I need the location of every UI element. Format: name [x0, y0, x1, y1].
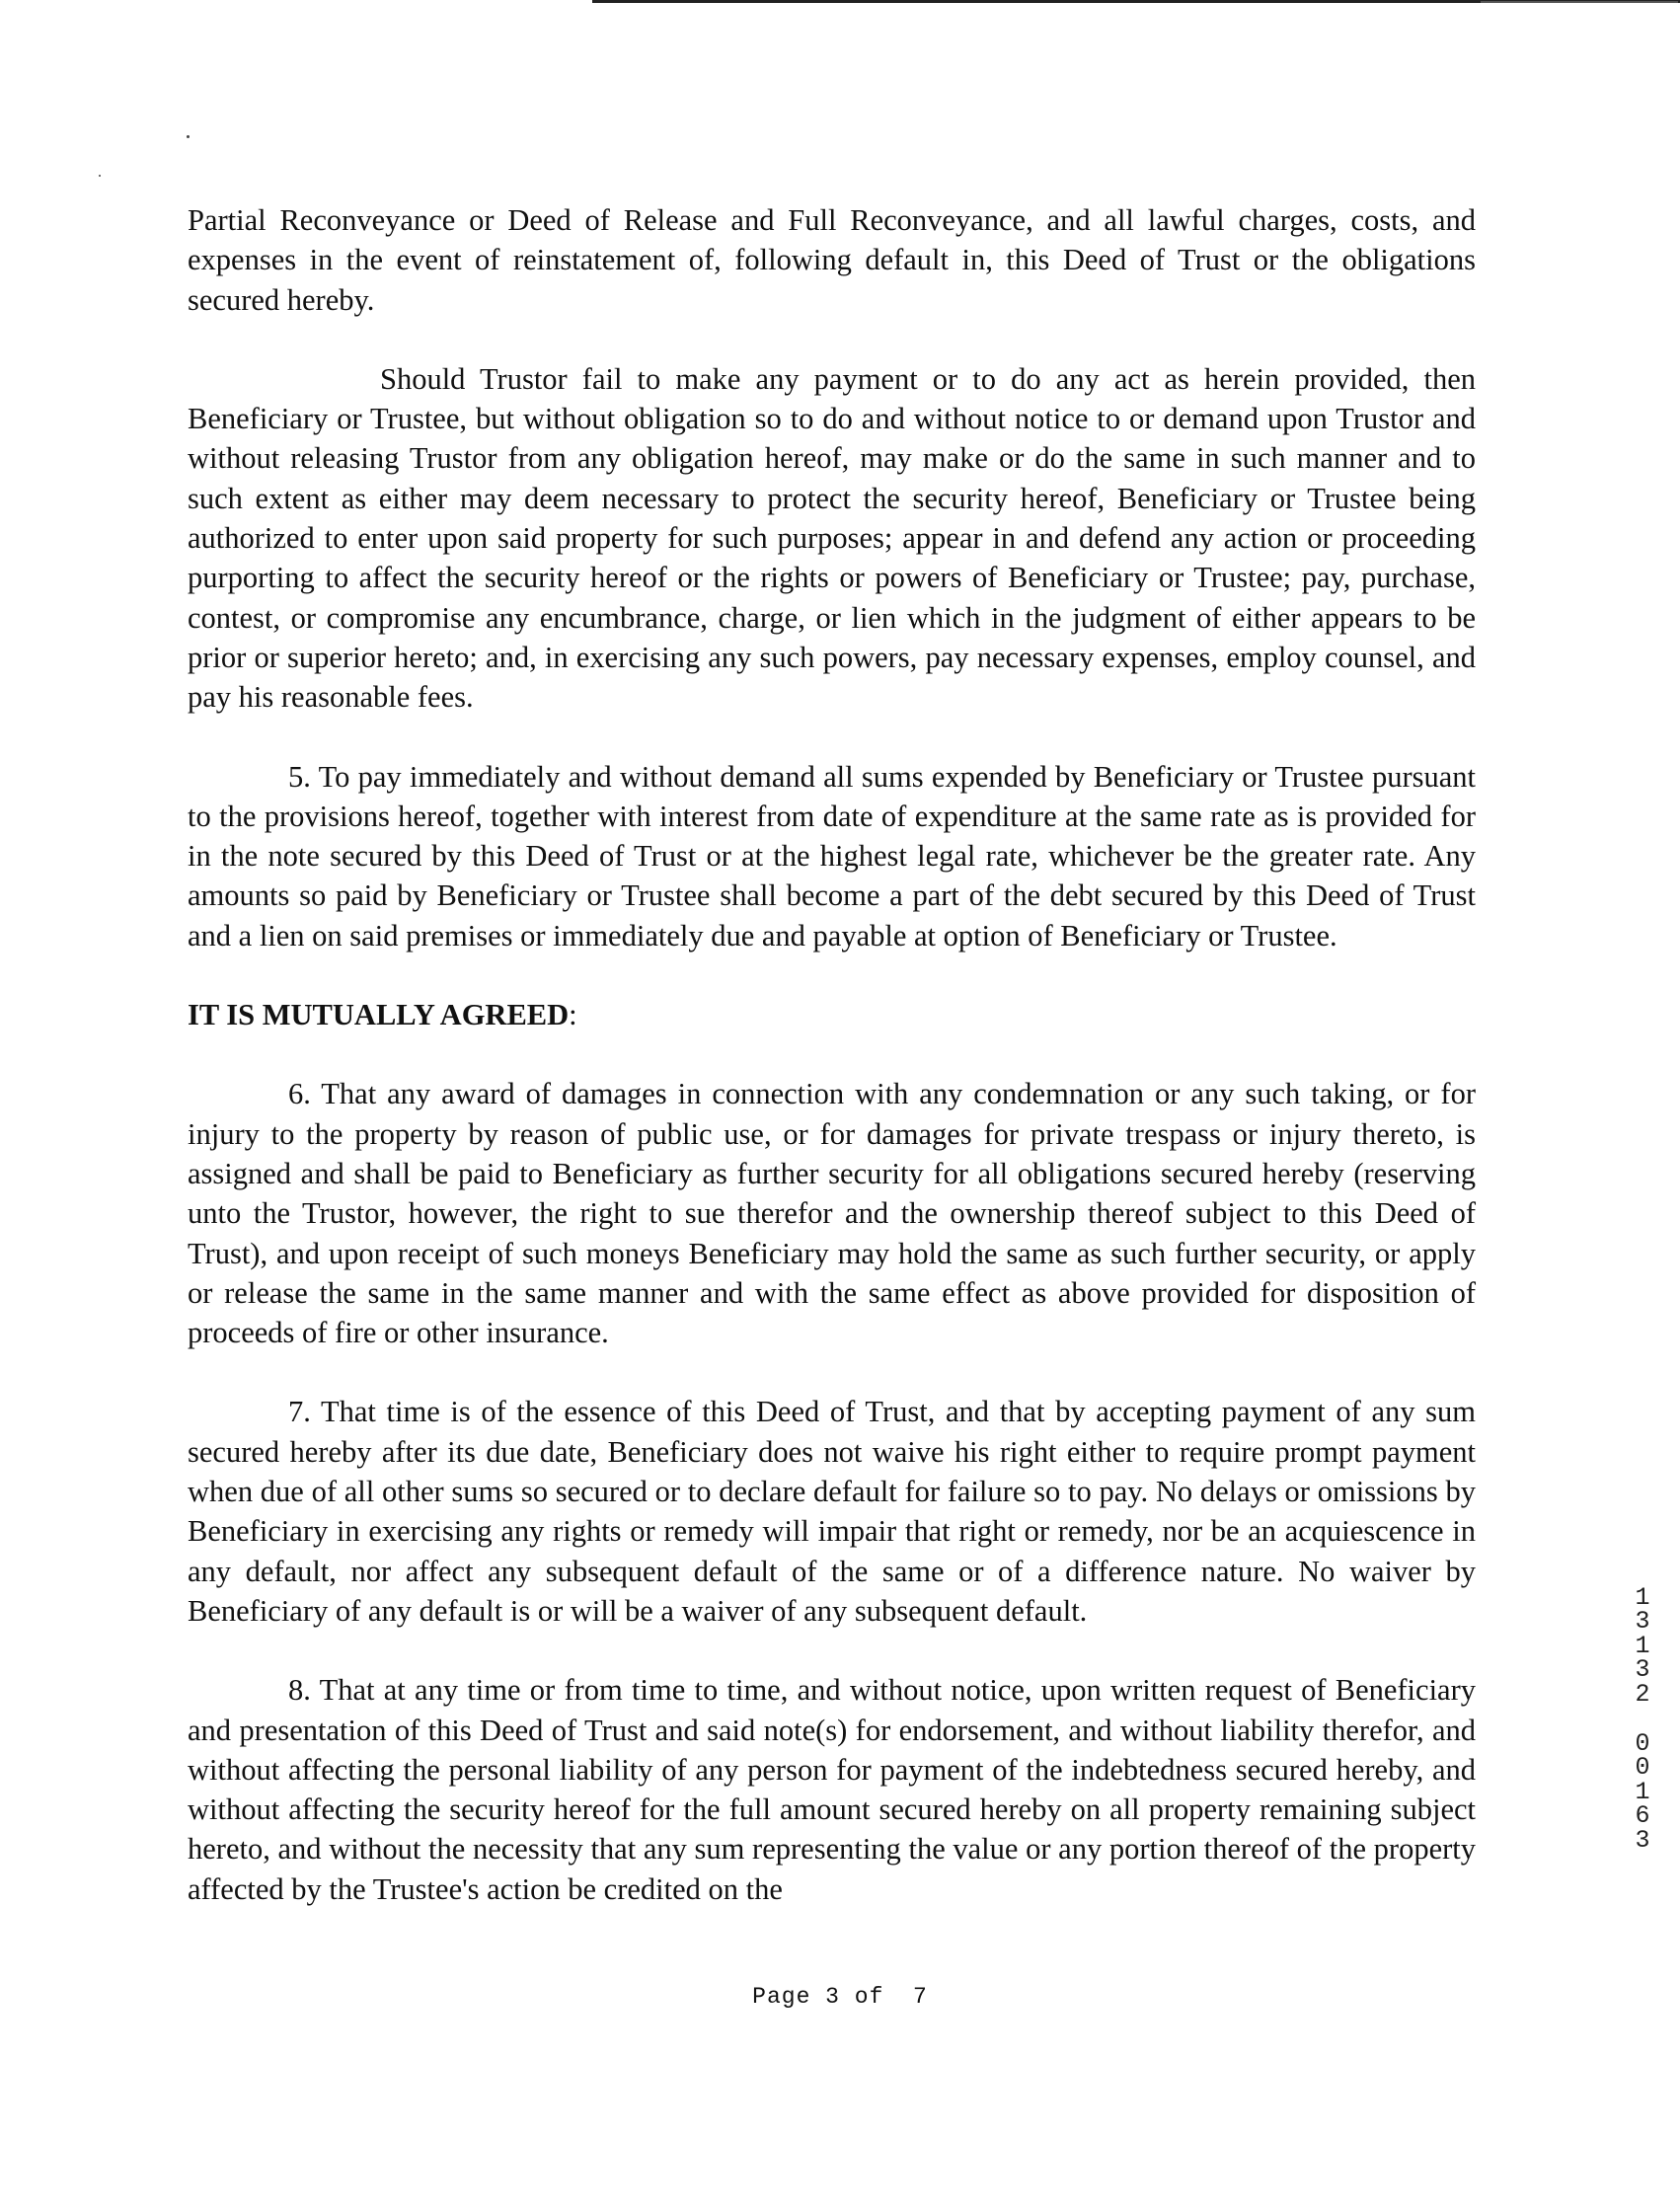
- scan-speck: [187, 135, 190, 138]
- stamp-digit: 1: [1635, 1583, 1650, 1612]
- scan-speck: [99, 175, 101, 177]
- stamp-digit: 2: [1635, 1679, 1650, 1709]
- paragraph-item-7: 7. That time is of the essence of this Deed of Trust, and that by accepting payment of any sum secured hereby after its due date, Beneficiary does not waive his right either to require prompt payment when due of all other sums so secured or to declare default for failure so to pay. No delays or omissions by Beneficiary in exercising any rights or remedy will impair that right or remedy, nor be an acquiescence in any default, nor affect any subsequent default of the same or of a difference nature. No waiver by Beneficiary of any default is or will be a waiver of any subsequent default.: [188, 1395, 1476, 1628]
- document-body: [188, 200, 1476, 1909]
- section-heading-colon: :: [569, 998, 577, 1032]
- page-number: Page 3 of 7: [752, 1984, 928, 2010]
- paragraph-item-8: 8. That at any time or from time to time, and without notice, upon written request of Beneficiary and presentation of this Deed of Trust and said note(s) for endorsement, and without liability therefor, and without affecting the personal liability of any person for payment of the indebtedness secured hereby, and without affecting the security hereof for the full amount secured hereby on all property remaining subject hereto, and without the necessity that any sum representing the value or any portion thereof of the property affected by the Trustee's action be credited on the: [188, 1673, 1476, 1906]
- paragraph-continuation: Partial Reconveyance or Deed of Release and Full Reconveyance, and all lawful charges, costs, and expenses in the event of reinstatement of, following default in, this Deed of Trust or the obligations secured hereby.: [188, 203, 1476, 317]
- stamp-digit: 1: [1635, 1777, 1650, 1806]
- paragraph-item-5: 5. To pay immediately and without demand all sums expended by Beneficiary or Trustee pursuant to the provisions hereof, together with interest from date of expenditure at the same rate as is provided for in the note secured by this Deed of Trust or at the highest legal rate, whichever be the greater rate. Any amounts so paid by Beneficiary or Trustee shall become a part of the debt secured by this Deed of Trust and a lien on said premises or immediately due and payable at option of Beneficiary or Trustee.: [188, 759, 1476, 953]
- margin-recording-stamp: [1631, 1583, 1654, 1855]
- stamp-digit: 3: [1635, 1655, 1650, 1685]
- scan-top-border-fragment: [1481, 1, 1678, 3]
- section-heading-text: IT IS MUTUALLY AGREED: [188, 998, 570, 1032]
- stamp-digit: 3: [1635, 1607, 1650, 1637]
- section-heading: [188, 995, 1476, 1034]
- stamp-digit: 1: [1635, 1631, 1650, 1660]
- stamp-digit: 3: [1635, 1825, 1650, 1855]
- paragraph-should-trustor: Should Trustor fail to make any payment or to do any act as herein provided, then Beneficiary or Trustee, but without obligation so to do and without notice to or demand upon Trustor and without releasing Trustor from any obligation hereof, may make or do the same in such manner and to such extent as either may deem necessary to protect the security hereof, Beneficiary or Trustee being authorized to enter upon said property for such purposes; appear in and defend any action or proceeding purporting to affect the security hereof or the rights or powers of Beneficiary or Trustee; pay, purchase, contest, or compromise any encumbrance, charge, or lien which in the judgment of either appears to be prior or superior hereto; and, in exercising any such powers, pay necessary expenses, employ counsel, and pay his reasonable fees.: [188, 361, 1476, 715]
- stamp-digit: 6: [1635, 1801, 1650, 1831]
- stamp-digit: 0: [1635, 1753, 1650, 1783]
- stamp-digit: 0: [1635, 1729, 1650, 1759]
- paragraph-item-6: 6. That any award of damages in connection with any condemnation or any such taking, or for injury to the property by reason of public use, or for damages for private trespass or injury thereto, is assigned and shall be paid to Beneficiary as further security for all obligations secured hereby (reserving unto the Trustor, however, the right to sue therefor and the ownership thereof subject to this Deed of Trust), and upon receipt of such moneys Beneficiary may hold the same as such further security, or apply or release the same in the same manner and with the same effect as above provided for disposition of proceeds of fire or other insurance.: [188, 1077, 1476, 1350]
